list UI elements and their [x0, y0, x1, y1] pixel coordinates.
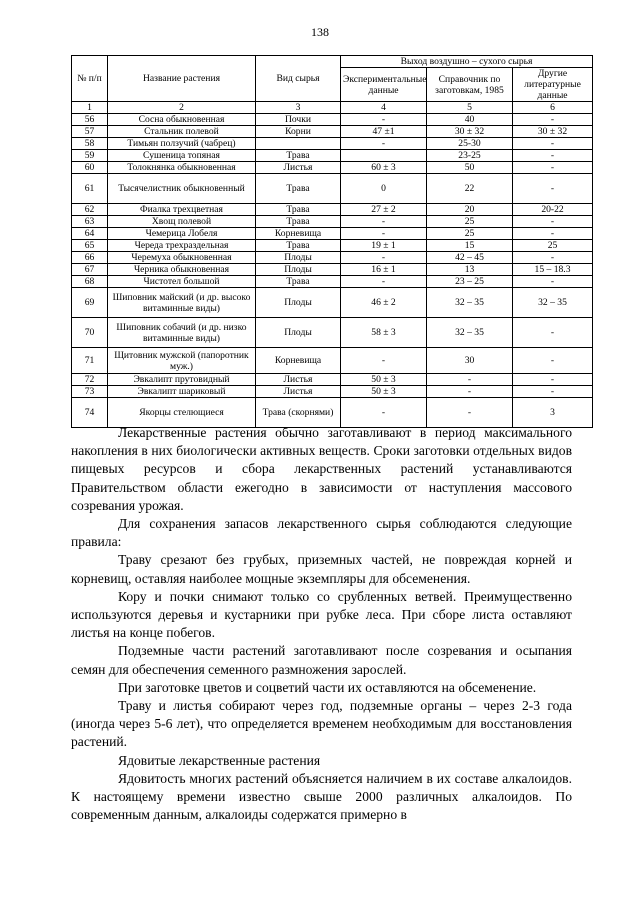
row-number: 67 — [72, 264, 108, 276]
experimental-value: 50 ± 3 — [341, 374, 427, 386]
reference-value: 23 – 25 — [427, 276, 513, 288]
experimental-value: - — [341, 252, 427, 264]
reference-value: 25 — [427, 228, 513, 240]
plant-name: Чемерица Лобеля — [108, 228, 256, 240]
other-value: 3 — [513, 398, 593, 428]
material-type: Трава — [256, 276, 341, 288]
row-number: 71 — [72, 348, 108, 374]
header-reference: Справочник по заготовкам, 1985 — [427, 68, 513, 102]
row-number: 73 — [72, 386, 108, 398]
table-row — [72, 386, 593, 398]
row-number: 72 — [72, 374, 108, 386]
other-value: - — [513, 374, 593, 386]
col-number: 2 — [108, 102, 256, 114]
other-value: - — [513, 386, 593, 398]
row-number: 74 — [72, 398, 108, 428]
table-row — [72, 288, 593, 318]
table-row — [72, 114, 593, 126]
col-number: 3 — [256, 102, 341, 114]
paragraph: Подземные части растений заготавливают после созревания и осыпания семян для обеспечения семенного размножения зарослей. — [71, 643, 572, 677]
row-number: 70 — [72, 318, 108, 348]
plant-name: Сосна обыкновенная — [108, 114, 256, 126]
header-num: № п/п — [72, 56, 108, 102]
experimental-value: - — [341, 398, 427, 428]
body-text — [71, 424, 572, 824]
table-row — [72, 126, 593, 138]
col-number: 6 — [513, 102, 593, 114]
header-experimental: Экспериментальные данные — [341, 68, 427, 102]
material-type: Листья — [256, 374, 341, 386]
plant-name: Чистотел большой — [108, 276, 256, 288]
experimental-value: 46 ± 2 — [341, 288, 427, 318]
paragraph: Траву и листья собирают через год, подземные органы – через 2-3 года (иногда через 5-6 лет), что определяется временем необходимым для восстановления растений. — [71, 698, 572, 750]
column-number-row — [72, 102, 593, 114]
reference-value: - — [427, 374, 513, 386]
other-value: 15 – 18.3 — [513, 264, 593, 276]
plant-name: Эвкалипт прутовидный — [108, 374, 256, 386]
experimental-value: 47 ±1 — [341, 126, 427, 138]
reference-value: 25 — [427, 216, 513, 228]
other-value: 25 — [513, 240, 593, 252]
plant-name: Тысячелистник обыкновенный — [108, 174, 256, 204]
material-type: Почки — [256, 114, 341, 126]
paragraph: Для сохранения запасов лекарственного сырья соблюдаются следующие правила: — [71, 516, 572, 550]
table-row — [72, 240, 593, 252]
experimental-value: 16 ± 1 — [341, 264, 427, 276]
row-number: 68 — [72, 276, 108, 288]
row-number: 58 — [72, 138, 108, 150]
material-type: Плоды — [256, 264, 341, 276]
plant-name: Шиповник майский (и др. высоко витаминные виды) — [108, 288, 256, 318]
material-type: Плоды — [256, 318, 341, 348]
experimental-value: - — [341, 276, 427, 288]
row-number: 61 — [72, 174, 108, 204]
row-number: 56 — [72, 114, 108, 126]
material-type: Трава — [256, 150, 341, 162]
plant-name: Щитовник мужской (папоротник муж.) — [108, 348, 256, 374]
table-row — [72, 348, 593, 374]
other-value: - — [513, 114, 593, 126]
experimental-value: - — [341, 348, 427, 374]
page-number: 138 — [311, 25, 329, 39]
reference-value: 42 – 45 — [427, 252, 513, 264]
table-row — [72, 150, 593, 162]
table-row — [72, 138, 593, 150]
row-number: 66 — [72, 252, 108, 264]
material-type: Листья — [256, 162, 341, 174]
material-type: Корни — [256, 126, 341, 138]
row-number: 63 — [72, 216, 108, 228]
plant-name: Череда трехраздельная — [108, 240, 256, 252]
experimental-value — [341, 150, 427, 162]
material-type: Плоды — [256, 252, 341, 264]
material-type: Трава (скорнями) — [256, 398, 341, 428]
reference-value: - — [427, 386, 513, 398]
experimental-value: 60 ± 3 — [341, 162, 427, 174]
other-value: 30 ± 32 — [513, 126, 593, 138]
material-type: Корневища — [256, 348, 341, 374]
other-value: - — [513, 348, 593, 374]
table-row — [72, 252, 593, 264]
other-value: - — [513, 162, 593, 174]
col-number: 1 — [72, 102, 108, 114]
reference-value: 20 — [427, 204, 513, 216]
table-row — [72, 216, 593, 228]
material-type: Трава — [256, 216, 341, 228]
experimental-value: - — [341, 138, 427, 150]
plant-name: Стальник полевой — [108, 126, 256, 138]
reference-value: 40 — [427, 114, 513, 126]
plant-name: Фиалка трехцветная — [108, 204, 256, 216]
experimental-value: 19 ± 1 — [341, 240, 427, 252]
reference-value: - — [427, 398, 513, 428]
table-row — [72, 162, 593, 174]
row-number: 64 — [72, 228, 108, 240]
other-value: - — [513, 216, 593, 228]
table-row — [72, 398, 593, 428]
col-number: 5 — [427, 102, 513, 114]
plant-yield-table — [71, 55, 593, 428]
reference-value: 23-25 — [427, 150, 513, 162]
header-material: Вид сырья — [256, 56, 341, 102]
reference-value: 22 — [427, 174, 513, 204]
plant-name: Тимьян ползучий (чабрец) — [108, 138, 256, 150]
experimental-value: - — [341, 228, 427, 240]
row-number: 59 — [72, 150, 108, 162]
material-type: Трава — [256, 174, 341, 204]
paragraph: Ядовитость многих растений объясняется наличием в их составе алкалоидов. К настоящему времени известно свыше 2000 различных алкалоидов. По современным данным, алкалоиды содержатся примерно в — [71, 770, 572, 823]
row-number: 60 — [72, 162, 108, 174]
other-value: - — [513, 276, 593, 288]
table-row — [72, 204, 593, 216]
row-number: 57 — [72, 126, 108, 138]
other-value: - — [513, 318, 593, 348]
plant-name: Хвощ полевой — [108, 216, 256, 228]
experimental-value: 0 — [341, 174, 427, 204]
plant-name: Эвкалипт шариковый — [108, 386, 256, 398]
other-value: 32 – 35 — [513, 288, 593, 318]
reference-value: 30 — [427, 348, 513, 374]
table-row — [72, 264, 593, 276]
reference-value: 30 ± 32 — [427, 126, 513, 138]
other-value: 20-22 — [513, 204, 593, 216]
paragraph: Траву срезают без грубых, приземных частей, не повреждая корней и корневищ, оставляя наиболее мощные экземпляры для обсеменения. — [71, 552, 572, 586]
row-number: 65 — [72, 240, 108, 252]
table-row — [72, 228, 593, 240]
col-number: 4 — [341, 102, 427, 114]
paragraph: Кору и почки снимают только со срубленных ветвей. Преимущественно используются деревья и кустарники при рубке леса. При сборе листа оставляют листья на конце побегов. — [71, 588, 572, 641]
other-value: - — [513, 252, 593, 264]
other-value: - — [513, 228, 593, 240]
plant-name: Черника обыкновенная — [108, 264, 256, 276]
material-type: Трава — [256, 204, 341, 216]
material-type — [256, 138, 341, 150]
plant-name: Якорцы стелющиеся — [108, 398, 256, 428]
experimental-value: - — [341, 216, 427, 228]
reference-value: 25-30 — [427, 138, 513, 150]
table-row — [72, 374, 593, 386]
header-plant: Название растения — [108, 56, 256, 102]
material-type: Корневища — [256, 228, 341, 240]
plant-name: Шиповник собачий (и др. низко витаминные виды) — [108, 318, 256, 348]
other-value: - — [513, 174, 593, 204]
row-number: 69 — [72, 288, 108, 318]
other-value: - — [513, 138, 593, 150]
material-type: Листья — [256, 386, 341, 398]
reference-value: 13 — [427, 264, 513, 276]
table-row — [72, 174, 593, 204]
table-row — [72, 318, 593, 348]
paragraph: Ядовитые лекарственные растения — [118, 752, 321, 768]
table-row — [72, 276, 593, 288]
reference-value: 15 — [427, 240, 513, 252]
experimental-value: 58 ± 3 — [341, 318, 427, 348]
other-value: - — [513, 150, 593, 162]
reference-value: 32 – 35 — [427, 288, 513, 318]
experimental-value: - — [341, 114, 427, 126]
header-other: Другие литературные данные — [513, 68, 593, 102]
reference-value: 50 — [427, 162, 513, 174]
plant-name: Сушеница топяная — [108, 150, 256, 162]
material-type: Трава — [256, 240, 341, 252]
reference-value: 32 – 35 — [427, 318, 513, 348]
experimental-value: 27 ± 2 — [341, 204, 427, 216]
row-number: 62 — [72, 204, 108, 216]
material-type: Плоды — [256, 288, 341, 318]
plant-name: Толокнянка обыкновенная — [108, 162, 256, 174]
paragraph: При заготовке цветов и соцветий части их оставляются на обсеменение. — [118, 679, 537, 695]
plant-name: Черемуха обыкновенная — [108, 252, 256, 264]
paragraph: Лекарственные растения обычно заготавливают в период максимального накопления в них биологически активных веществ. Сроки заготовки отдельных видов пищевых ресурсов и сбора лекарственных растений устанавливаются Правительством области ежегодно в зависимости от наступления массового созревания урожая. — [71, 425, 572, 513]
header-yield-group: Выход воздушно – сухого сырья — [341, 56, 593, 68]
experimental-value: 50 ± 3 — [341, 386, 427, 398]
